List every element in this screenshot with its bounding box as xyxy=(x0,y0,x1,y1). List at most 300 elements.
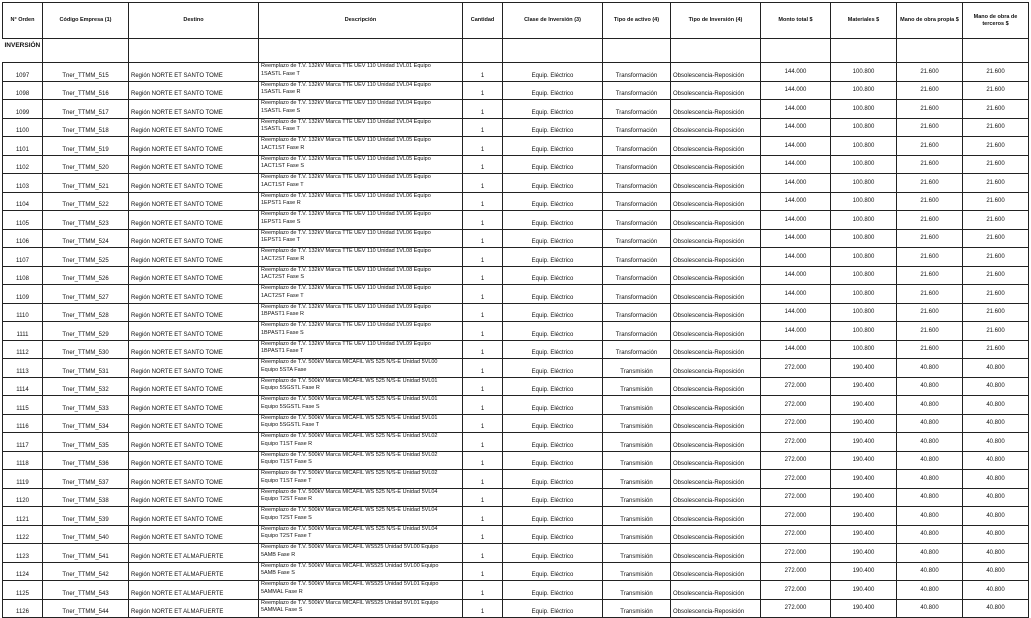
cell-descripcion[interactable] xyxy=(259,488,463,507)
cell-mano-propia[interactable]: 40.800 xyxy=(897,488,963,507)
cell-descripcion[interactable] xyxy=(259,340,463,359)
cell-materiales[interactable]: 100.800 xyxy=(831,100,897,119)
cell-orden[interactable]: 1099 xyxy=(3,100,43,119)
cell-orden[interactable]: 1107 xyxy=(3,248,43,267)
cell-tipo-inversion[interactable]: Obsolescencia-Reposición xyxy=(671,507,761,526)
blank-cell[interactable] xyxy=(463,39,503,63)
cell-monto[interactable]: 144.000 xyxy=(761,63,831,82)
cell-destino[interactable]: Región NORTE ET SANTO TOME xyxy=(129,211,259,230)
cell-codigo[interactable]: Tner_TTMM_534 xyxy=(43,414,129,433)
cell-mano-propia[interactable]: 40.800 xyxy=(897,562,963,581)
cell-clase[interactable]: Equip. Eléctrico xyxy=(503,359,603,378)
cell-clase[interactable]: Equip. Eléctrico xyxy=(503,303,603,322)
cell-materiales[interactable]: 190.400 xyxy=(831,470,897,489)
cell-codigo[interactable]: Tner_TTMM_522 xyxy=(43,192,129,211)
cell-clase[interactable]: Equip. Eléctrico xyxy=(503,433,603,452)
cell-descripcion[interactable] xyxy=(259,581,463,600)
cell-clase[interactable]: Equip. Eléctrico xyxy=(503,377,603,396)
cell-tipo-inversion[interactable]: Obsolescencia-Reposición xyxy=(671,340,761,359)
cell-codigo[interactable]: Tner_TTMM_528 xyxy=(43,303,129,322)
cell-clase[interactable]: Equip. Eléctrico xyxy=(503,229,603,248)
cell-descripcion[interactable] xyxy=(259,155,463,174)
cell-monto[interactable]: 272.000 xyxy=(761,562,831,581)
cell-mano-propia[interactable]: 21.600 xyxy=(897,192,963,211)
cell-orden[interactable]: 1126 xyxy=(3,599,43,618)
cell-materiales[interactable]: 100.800 xyxy=(831,303,897,322)
cell-clase[interactable]: Equip. Eléctrico xyxy=(503,81,603,100)
cell-mano-terceros[interactable]: 21.600 xyxy=(963,155,1029,174)
cell-mano-terceros[interactable]: 21.600 xyxy=(963,266,1029,285)
cell-cantidad[interactable]: 1 xyxy=(463,377,503,396)
cell-destino[interactable]: Región NORTE ET SANTO TOME xyxy=(129,229,259,248)
cell-destino[interactable]: Región NORTE ET ALMAFUERTE xyxy=(129,581,259,600)
cell-clase[interactable]: Equip. Eléctrico xyxy=(503,174,603,193)
blank-cell[interactable] xyxy=(503,39,603,63)
cell-cantidad[interactable]: 1 xyxy=(463,599,503,618)
cell-mano-terceros[interactable]: 21.600 xyxy=(963,100,1029,119)
blank-cell[interactable] xyxy=(897,39,963,63)
cell-descripcion[interactable] xyxy=(259,451,463,470)
cell-mano-propia[interactable]: 40.800 xyxy=(897,544,963,563)
cell-destino[interactable]: Región NORTE ET SANTO TOME xyxy=(129,396,259,415)
cell-cantidad[interactable]: 1 xyxy=(463,433,503,452)
cell-mano-terceros[interactable]: 40.800 xyxy=(963,396,1029,415)
cell-monto[interactable]: 144.000 xyxy=(761,229,831,248)
cell-mano-terceros[interactable]: 40.800 xyxy=(963,507,1029,526)
cell-monto[interactable]: 144.000 xyxy=(761,266,831,285)
cell-mano-propia[interactable]: 21.600 xyxy=(897,285,963,304)
cell-tipo-activo[interactable]: Transformación xyxy=(603,118,671,137)
blank-cell[interactable] xyxy=(963,39,1029,63)
cell-tipo-activo[interactable]: Transmisión xyxy=(603,525,671,544)
cell-codigo[interactable]: Tner_TTMM_518 xyxy=(43,118,129,137)
cell-mano-terceros[interactable]: 40.800 xyxy=(963,581,1029,600)
cell-clase[interactable]: Equip. Eléctrico xyxy=(503,340,603,359)
cell-tipo-inversion[interactable]: Obsolescencia-Reposición xyxy=(671,174,761,193)
cell-materiales[interactable]: 190.400 xyxy=(831,562,897,581)
cell-destino[interactable]: Región NORTE ET SANTO TOME xyxy=(129,248,259,267)
cell-codigo[interactable]: Tner_TTMM_543 xyxy=(43,581,129,600)
cell-mano-terceros[interactable]: 40.800 xyxy=(963,562,1029,581)
cell-tipo-activo[interactable]: Transformación xyxy=(603,192,671,211)
cell-mano-terceros[interactable]: 40.800 xyxy=(963,470,1029,489)
cell-codigo[interactable]: Tner_TTMM_530 xyxy=(43,340,129,359)
cell-mano-propia[interactable]: 21.600 xyxy=(897,229,963,248)
cell-codigo[interactable]: Tner_TTMM_516 xyxy=(43,81,129,100)
cell-mano-propia[interactable]: 40.800 xyxy=(897,433,963,452)
cell-destino[interactable]: Región NORTE ET SANTO TOME xyxy=(129,359,259,378)
cell-destino[interactable]: Región NORTE ET SANTO TOME xyxy=(129,414,259,433)
cell-mano-propia[interactable]: 40.800 xyxy=(897,414,963,433)
cell-clase[interactable]: Equip. Eléctrico xyxy=(503,581,603,600)
cell-descripcion[interactable] xyxy=(259,359,463,378)
cell-destino[interactable]: Región NORTE ET ALMAFUERTE xyxy=(129,544,259,563)
cell-mano-terceros[interactable]: 21.600 xyxy=(963,211,1029,230)
cell-tipo-inversion[interactable]: Obsolescencia-Reposición xyxy=(671,470,761,489)
cell-mano-terceros[interactable]: 21.600 xyxy=(963,322,1029,341)
cell-codigo[interactable]: Tner_TTMM_521 xyxy=(43,174,129,193)
cell-materiales[interactable]: 100.800 xyxy=(831,248,897,267)
cell-descripcion[interactable] xyxy=(259,248,463,267)
cell-mano-terceros[interactable]: 40.800 xyxy=(963,451,1029,470)
cell-cantidad[interactable]: 1 xyxy=(463,174,503,193)
cell-monto[interactable]: 272.000 xyxy=(761,544,831,563)
cell-cantidad[interactable]: 1 xyxy=(463,229,503,248)
cell-cantidad[interactable]: 1 xyxy=(463,562,503,581)
cell-mano-terceros[interactable]: 40.800 xyxy=(963,488,1029,507)
cell-monto[interactable]: 144.000 xyxy=(761,285,831,304)
cell-mano-terceros[interactable]: 40.800 xyxy=(963,433,1029,452)
cell-materiales[interactable]: 100.800 xyxy=(831,229,897,248)
cell-codigo[interactable]: Tner_TTMM_532 xyxy=(43,377,129,396)
cell-codigo[interactable]: Tner_TTMM_520 xyxy=(43,155,129,174)
cell-materiales[interactable]: 100.800 xyxy=(831,137,897,156)
cell-clase[interactable]: Equip. Eléctrico xyxy=(503,266,603,285)
cell-codigo[interactable]: Tner_TTMM_524 xyxy=(43,229,129,248)
cell-clase[interactable]: Equip. Eléctrico xyxy=(503,100,603,119)
cell-clase[interactable]: Equip. Eléctrico xyxy=(503,285,603,304)
cell-orden[interactable]: 1114 xyxy=(3,377,43,396)
cell-clase[interactable]: Equip. Eléctrico xyxy=(503,192,603,211)
cell-mano-propia[interactable]: 40.800 xyxy=(897,396,963,415)
cell-clase[interactable]: Equip. Eléctrico xyxy=(503,507,603,526)
cell-mano-propia[interactable]: 40.800 xyxy=(897,599,963,618)
cell-tipo-activo[interactable]: Transmisión xyxy=(603,507,671,526)
cell-mano-propia[interactable]: 21.600 xyxy=(897,322,963,341)
cell-tipo-inversion[interactable]: Obsolescencia-Reposición xyxy=(671,544,761,563)
cell-tipo-activo[interactable]: Transmisión xyxy=(603,433,671,452)
cell-tipo-inversion[interactable]: Obsolescencia-Reposición xyxy=(671,303,761,322)
cell-descripcion[interactable] xyxy=(259,544,463,563)
cell-tipo-inversion[interactable]: Obsolescencia-Reposición xyxy=(671,266,761,285)
cell-mano-propia[interactable]: 21.600 xyxy=(897,155,963,174)
cell-codigo[interactable]: Tner_TTMM_527 xyxy=(43,285,129,304)
cell-clase[interactable]: Equip. Eléctrico xyxy=(503,562,603,581)
cell-orden[interactable]: 1119 xyxy=(3,470,43,489)
cell-monto[interactable]: 272.000 xyxy=(761,470,831,489)
cell-clase[interactable]: Equip. Eléctrico xyxy=(503,470,603,489)
cell-mano-propia[interactable]: 40.800 xyxy=(897,525,963,544)
cell-destino[interactable]: Región NORTE ET ALMAFUERTE xyxy=(129,562,259,581)
blank-cell[interactable] xyxy=(43,39,129,63)
cell-tipo-inversion[interactable]: Obsolescencia-Reposición xyxy=(671,211,761,230)
cell-tipo-activo[interactable]: Transmisión xyxy=(603,599,671,618)
cell-destino[interactable]: Región NORTE ET SANTO TOME xyxy=(129,192,259,211)
cell-tipo-inversion[interactable]: Obsolescencia-Reposición xyxy=(671,192,761,211)
cell-cantidad[interactable]: 1 xyxy=(463,544,503,563)
cell-materiales[interactable]: 100.800 xyxy=(831,118,897,137)
cell-descripcion[interactable] xyxy=(259,63,463,82)
cell-mano-propia[interactable]: 40.800 xyxy=(897,451,963,470)
cell-monto[interactable]: 144.000 xyxy=(761,211,831,230)
cell-materiales[interactable]: 190.400 xyxy=(831,599,897,618)
cell-tipo-inversion[interactable]: Obsolescencia-Reposición xyxy=(671,488,761,507)
cell-mano-propia[interactable]: 40.800 xyxy=(897,507,963,526)
cell-tipo-activo[interactable]: Transformación xyxy=(603,340,671,359)
cell-tipo-inversion[interactable]: Obsolescencia-Reposición xyxy=(671,137,761,156)
cell-cantidad[interactable]: 1 xyxy=(463,322,503,341)
cell-materiales[interactable]: 100.800 xyxy=(831,81,897,100)
cell-destino[interactable]: Región NORTE ET SANTO TOME xyxy=(129,340,259,359)
cell-orden[interactable]: 1103 xyxy=(3,174,43,193)
cell-destino[interactable]: Región NORTE ET SANTO TOME xyxy=(129,100,259,119)
cell-tipo-inversion[interactable]: Obsolescencia-Reposición xyxy=(671,285,761,304)
cell-codigo[interactable]: Tner_TTMM_519 xyxy=(43,137,129,156)
cell-cantidad[interactable]: 1 xyxy=(463,414,503,433)
cell-codigo[interactable]: Tner_TTMM_529 xyxy=(43,322,129,341)
cell-materiales[interactable]: 100.800 xyxy=(831,192,897,211)
cell-codigo[interactable]: Tner_TTMM_542 xyxy=(43,562,129,581)
cell-descripcion[interactable] xyxy=(259,81,463,100)
cell-cantidad[interactable]: 1 xyxy=(463,488,503,507)
cell-mano-propia[interactable]: 21.600 xyxy=(897,63,963,82)
blank-cell[interactable] xyxy=(831,39,897,63)
cell-monto[interactable]: 144.000 xyxy=(761,248,831,267)
cell-tipo-inversion[interactable]: Obsolescencia-Reposición xyxy=(671,63,761,82)
cell-mano-terceros[interactable]: 21.600 xyxy=(963,137,1029,156)
cell-monto[interactable]: 144.000 xyxy=(761,81,831,100)
cell-cantidad[interactable]: 1 xyxy=(463,192,503,211)
cell-tipo-activo[interactable]: Transmisión xyxy=(603,562,671,581)
cell-mano-terceros[interactable]: 40.800 xyxy=(963,525,1029,544)
cell-tipo-activo[interactable]: Transformación xyxy=(603,100,671,119)
cell-cantidad[interactable]: 1 xyxy=(463,285,503,304)
cell-descripcion[interactable] xyxy=(259,433,463,452)
cell-mano-propia[interactable]: 21.600 xyxy=(897,248,963,267)
cell-orden[interactable]: 1111 xyxy=(3,322,43,341)
cell-tipo-inversion[interactable]: Obsolescencia-Reposición xyxy=(671,525,761,544)
cell-orden[interactable]: 1100 xyxy=(3,118,43,137)
cell-orden[interactable]: 1124 xyxy=(3,562,43,581)
cell-descripcion[interactable] xyxy=(259,137,463,156)
cell-orden[interactable]: 1104 xyxy=(3,192,43,211)
cell-destino[interactable]: Región NORTE ET SANTO TOME xyxy=(129,507,259,526)
cell-cantidad[interactable]: 1 xyxy=(463,525,503,544)
cell-tipo-activo[interactable]: Transmisión xyxy=(603,396,671,415)
cell-tipo-inversion[interactable]: Obsolescencia-Reposición xyxy=(671,322,761,341)
cell-materiales[interactable]: 190.400 xyxy=(831,377,897,396)
cell-monto[interactable]: 144.000 xyxy=(761,303,831,322)
cell-mano-propia[interactable]: 21.600 xyxy=(897,340,963,359)
cell-orden[interactable]: 1123 xyxy=(3,544,43,563)
cell-clase[interactable]: Equip. Eléctrico xyxy=(503,211,603,230)
cell-monto[interactable]: 272.000 xyxy=(761,581,831,600)
cell-tipo-activo[interactable]: Transmisión xyxy=(603,451,671,470)
cell-cantidad[interactable]: 1 xyxy=(463,359,503,378)
cell-destino[interactable]: Región NORTE ET SANTO TOME xyxy=(129,63,259,82)
cell-descripcion[interactable] xyxy=(259,174,463,193)
cell-orden[interactable]: 1102 xyxy=(3,155,43,174)
cell-materiales[interactable]: 100.800 xyxy=(831,266,897,285)
cell-cantidad[interactable]: 1 xyxy=(463,581,503,600)
cell-mano-terceros[interactable]: 40.800 xyxy=(963,544,1029,563)
cell-destino[interactable]: Región NORTE ET SANTO TOME xyxy=(129,433,259,452)
cell-destino[interactable]: Región NORTE ET SANTO TOME xyxy=(129,137,259,156)
cell-destino[interactable]: Región NORTE ET SANTO TOME xyxy=(129,174,259,193)
cell-materiales[interactable]: 190.400 xyxy=(831,359,897,378)
cell-codigo[interactable]: Tner_TTMM_531 xyxy=(43,359,129,378)
cell-clase[interactable]: Equip. Eléctrico xyxy=(503,63,603,82)
blank-cell[interactable] xyxy=(671,39,761,63)
cell-tipo-activo[interactable]: Transformación xyxy=(603,174,671,193)
cell-cantidad[interactable]: 1 xyxy=(463,266,503,285)
cell-codigo[interactable]: Tner_TTMM_539 xyxy=(43,507,129,526)
cell-descripcion[interactable] xyxy=(259,599,463,618)
blank-cell[interactable] xyxy=(129,39,259,63)
cell-cantidad[interactable]: 1 xyxy=(463,81,503,100)
cell-mano-propia[interactable]: 21.600 xyxy=(897,174,963,193)
cell-monto[interactable]: 144.000 xyxy=(761,155,831,174)
cell-codigo[interactable]: Tner_TTMM_537 xyxy=(43,470,129,489)
cell-clase[interactable]: Equip. Eléctrico xyxy=(503,322,603,341)
cell-monto[interactable]: 144.000 xyxy=(761,100,831,119)
cell-tipo-activo[interactable]: Transformación xyxy=(603,63,671,82)
cell-tipo-inversion[interactable]: Obsolescencia-Reposición xyxy=(671,248,761,267)
cell-clase[interactable]: Equip. Eléctrico xyxy=(503,118,603,137)
cell-descripcion[interactable] xyxy=(259,266,463,285)
cell-orden[interactable]: 1105 xyxy=(3,211,43,230)
cell-codigo[interactable]: Tner_TTMM_526 xyxy=(43,266,129,285)
cell-mano-terceros[interactable]: 21.600 xyxy=(963,118,1029,137)
cell-mano-propia[interactable]: 21.600 xyxy=(897,100,963,119)
cell-tipo-activo[interactable]: Transmisión xyxy=(603,544,671,563)
cell-materiales[interactable]: 190.400 xyxy=(831,488,897,507)
cell-descripcion[interactable] xyxy=(259,322,463,341)
cell-destino[interactable]: Región NORTE ET SANTO TOME xyxy=(129,81,259,100)
cell-tipo-activo[interactable]: Transformación xyxy=(603,303,671,322)
cell-mano-terceros[interactable]: 21.600 xyxy=(963,340,1029,359)
cell-mano-terceros[interactable]: 21.600 xyxy=(963,248,1029,267)
cell-orden[interactable]: 1106 xyxy=(3,229,43,248)
cell-materiales[interactable]: 100.800 xyxy=(831,174,897,193)
cell-orden[interactable]: 1121 xyxy=(3,507,43,526)
cell-mano-propia[interactable]: 21.600 xyxy=(897,211,963,230)
cell-monto[interactable]: 144.000 xyxy=(761,322,831,341)
cell-cantidad[interactable]: 1 xyxy=(463,470,503,489)
cell-cantidad[interactable]: 1 xyxy=(463,340,503,359)
cell-orden[interactable]: 1120 xyxy=(3,488,43,507)
cell-clase[interactable]: Equip. Eléctrico xyxy=(503,599,603,618)
cell-cantidad[interactable]: 1 xyxy=(463,100,503,119)
cell-destino[interactable]: Región NORTE ET SANTO TOME xyxy=(129,266,259,285)
cell-cantidad[interactable]: 1 xyxy=(463,155,503,174)
cell-mano-propia[interactable]: 21.600 xyxy=(897,137,963,156)
cell-codigo[interactable]: Tner_TTMM_517 xyxy=(43,100,129,119)
cell-mano-terceros[interactable]: 21.600 xyxy=(963,174,1029,193)
cell-cantidad[interactable]: 1 xyxy=(463,137,503,156)
cell-codigo[interactable]: Tner_TTMM_523 xyxy=(43,211,129,230)
cell-tipo-activo[interactable]: Transmisión xyxy=(603,581,671,600)
cell-descripcion[interactable] xyxy=(259,192,463,211)
cell-monto[interactable]: 272.000 xyxy=(761,507,831,526)
cell-clase[interactable]: Equip. Eléctrico xyxy=(503,137,603,156)
cell-tipo-activo[interactable]: Transformación xyxy=(603,211,671,230)
cell-cantidad[interactable]: 1 xyxy=(463,63,503,82)
cell-orden[interactable]: 1108 xyxy=(3,266,43,285)
cell-codigo[interactable]: Tner_TTMM_538 xyxy=(43,488,129,507)
cell-descripcion[interactable] xyxy=(259,562,463,581)
cell-tipo-inversion[interactable]: Obsolescencia-Reposición xyxy=(671,155,761,174)
cell-monto[interactable]: 272.000 xyxy=(761,396,831,415)
cell-destino[interactable]: Región NORTE ET SANTO TOME xyxy=(129,303,259,322)
cell-monto[interactable]: 144.000 xyxy=(761,118,831,137)
cell-codigo[interactable]: Tner_TTMM_535 xyxy=(43,433,129,452)
cell-tipo-activo[interactable]: Transformación xyxy=(603,81,671,100)
cell-monto[interactable]: 272.000 xyxy=(761,433,831,452)
cell-tipo-activo[interactable]: Transformación xyxy=(603,322,671,341)
cell-monto[interactable]: 272.000 xyxy=(761,451,831,470)
cell-monto[interactable]: 272.000 xyxy=(761,359,831,378)
cell-mano-terceros[interactable]: 21.600 xyxy=(963,229,1029,248)
cell-monto[interactable]: 144.000 xyxy=(761,137,831,156)
cell-tipo-inversion[interactable]: Obsolescencia-Reposición xyxy=(671,81,761,100)
cell-clase[interactable]: Equip. Eléctrico xyxy=(503,248,603,267)
cell-tipo-activo[interactable]: Transmisión xyxy=(603,414,671,433)
cell-materiales[interactable]: 100.800 xyxy=(831,211,897,230)
cell-clase[interactable]: Equip. Eléctrico xyxy=(503,396,603,415)
cell-codigo[interactable]: Tner_TTMM_533 xyxy=(43,396,129,415)
cell-materiales[interactable]: 190.400 xyxy=(831,414,897,433)
cell-materiales[interactable]: 190.400 xyxy=(831,544,897,563)
cell-orden[interactable]: 1118 xyxy=(3,451,43,470)
cell-cantidad[interactable]: 1 xyxy=(463,118,503,137)
cell-materiales[interactable]: 100.800 xyxy=(831,155,897,174)
cell-destino[interactable]: Región NORTE ET SANTO TOME xyxy=(129,285,259,304)
cell-tipo-inversion[interactable]: Obsolescencia-Reposición xyxy=(671,562,761,581)
cell-monto[interactable]: 144.000 xyxy=(761,192,831,211)
cell-destino[interactable]: Región NORTE ET SANTO TOME xyxy=(129,470,259,489)
cell-destino[interactable]: Región NORTE ET SANTO TOME xyxy=(129,155,259,174)
cell-descripcion[interactable] xyxy=(259,377,463,396)
cell-materiales[interactable]: 190.400 xyxy=(831,525,897,544)
cell-tipo-inversion[interactable]: Obsolescencia-Reposición xyxy=(671,414,761,433)
cell-destino[interactable]: Región NORTE ET SANTO TOME xyxy=(129,377,259,396)
cell-mano-terceros[interactable]: 40.800 xyxy=(963,377,1029,396)
cell-tipo-inversion[interactable]: Obsolescencia-Reposición xyxy=(671,229,761,248)
cell-materiales[interactable]: 100.800 xyxy=(831,63,897,82)
cell-tipo-inversion[interactable]: Obsolescencia-Reposición xyxy=(671,118,761,137)
cell-tipo-activo[interactable]: Transmisión xyxy=(603,359,671,378)
blank-cell[interactable] xyxy=(761,39,831,63)
cell-codigo[interactable]: Tner_TTMM_536 xyxy=(43,451,129,470)
cell-mano-propia[interactable]: 40.800 xyxy=(897,359,963,378)
cell-mano-terceros[interactable]: 40.800 xyxy=(963,359,1029,378)
cell-destino[interactable]: Región NORTE ET ALMAFUERTE xyxy=(129,599,259,618)
cell-clase[interactable]: Equip. Eléctrico xyxy=(503,488,603,507)
cell-orden[interactable]: 1098 xyxy=(3,81,43,100)
cell-descripcion[interactable] xyxy=(259,100,463,119)
cell-tipo-activo[interactable]: Transformación xyxy=(603,285,671,304)
cell-orden[interactable]: 1115 xyxy=(3,396,43,415)
cell-mano-propia[interactable]: 21.600 xyxy=(897,118,963,137)
cell-orden[interactable]: 1125 xyxy=(3,581,43,600)
cell-clase[interactable]: Equip. Eléctrico xyxy=(503,525,603,544)
cell-mano-terceros[interactable]: 40.800 xyxy=(963,599,1029,618)
cell-descripcion[interactable] xyxy=(259,118,463,137)
cell-descripcion[interactable] xyxy=(259,285,463,304)
cell-descripcion[interactable] xyxy=(259,211,463,230)
cell-cantidad[interactable]: 1 xyxy=(463,303,503,322)
cell-orden[interactable]: 1109 xyxy=(3,285,43,304)
cell-orden[interactable]: 1110 xyxy=(3,303,43,322)
cell-mano-terceros[interactable]: 40.800 xyxy=(963,414,1029,433)
cell-descripcion[interactable] xyxy=(259,507,463,526)
cell-codigo[interactable]: Tner_TTMM_541 xyxy=(43,544,129,563)
cell-descripcion[interactable] xyxy=(259,229,463,248)
cell-orden[interactable]: 1097 xyxy=(3,63,43,82)
cell-tipo-activo[interactable]: Transformación xyxy=(603,248,671,267)
cell-destino[interactable]: Región NORTE ET SANTO TOME xyxy=(129,451,259,470)
